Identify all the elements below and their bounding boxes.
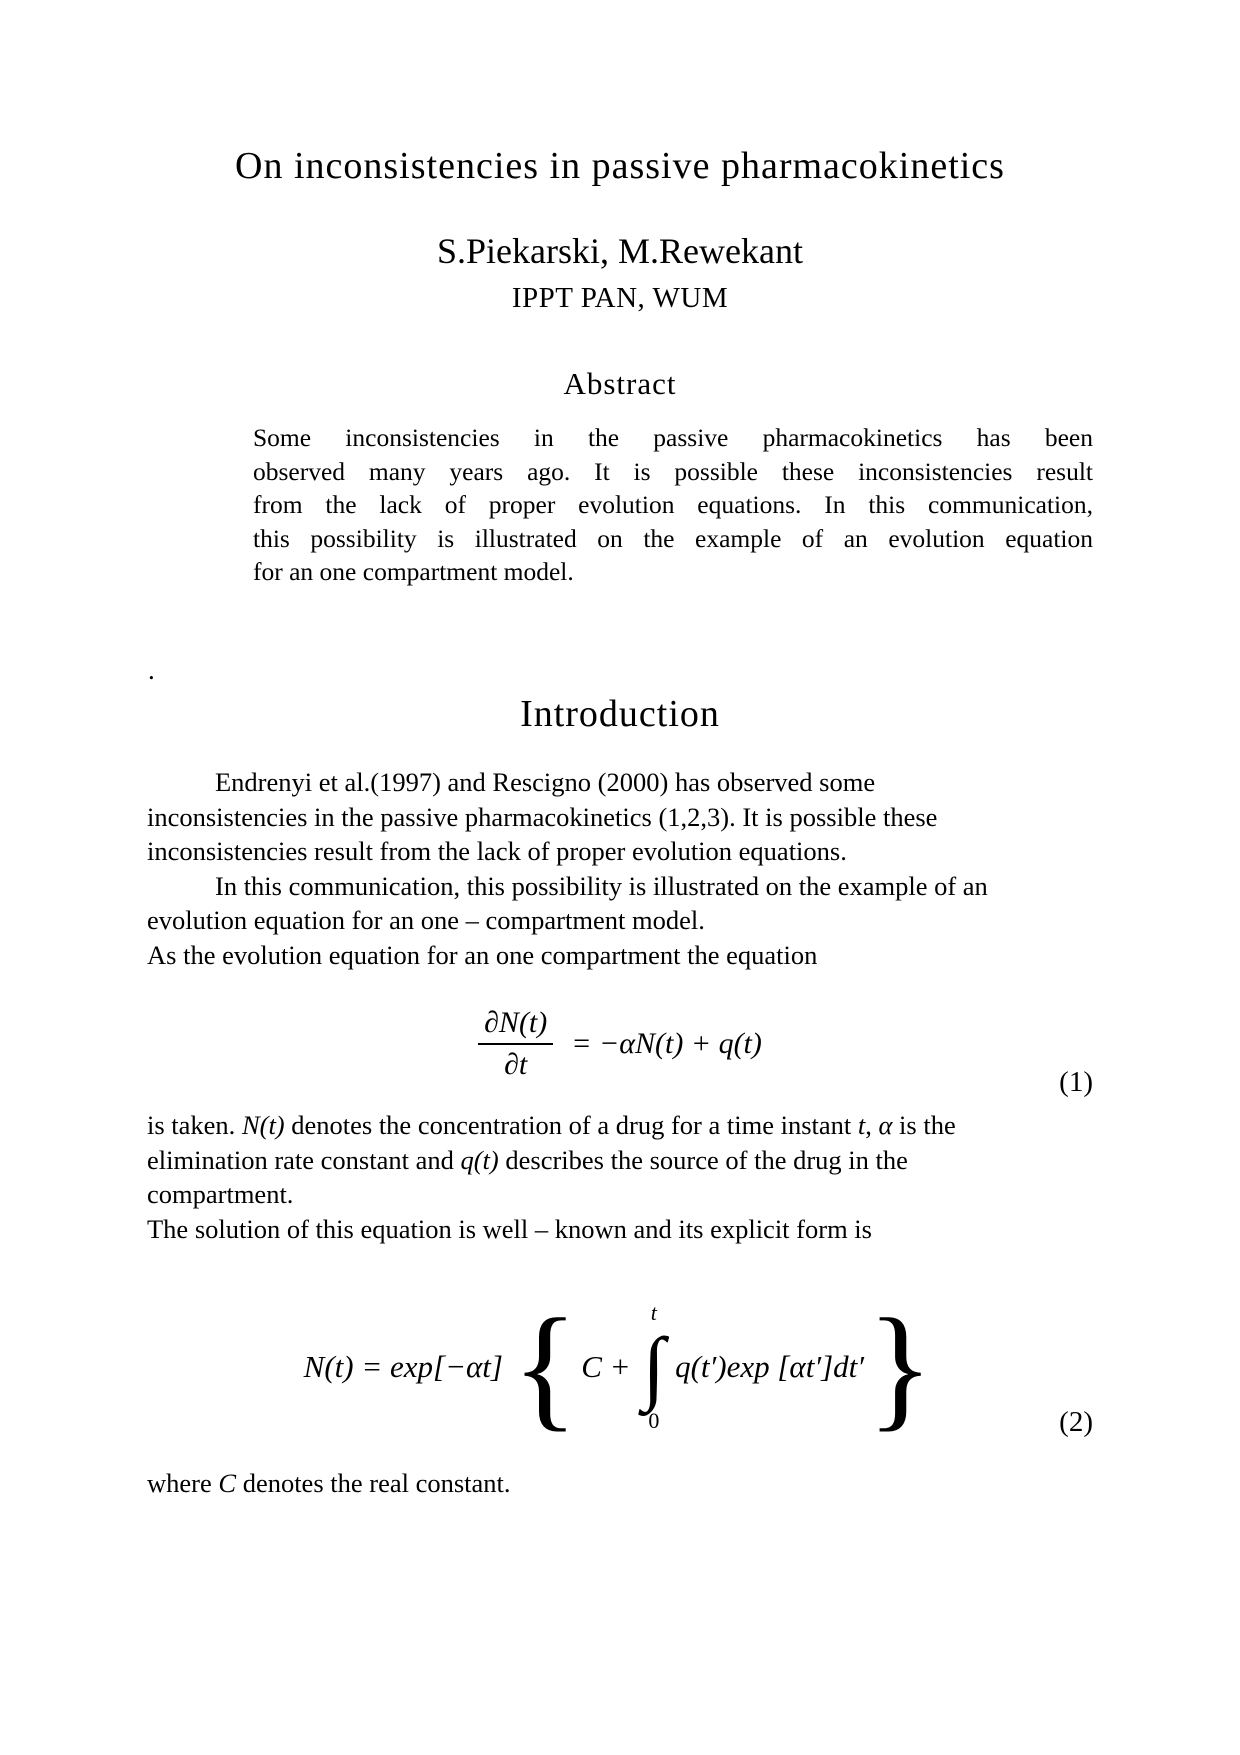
authors-line: S.Piekarski, M.Rewekant (437, 231, 803, 271)
eq2-constant-term: C + (581, 1349, 631, 1384)
text-run: inconsistencies result from the lack of proper evolution equations. (147, 836, 847, 866)
text-run: denotes the real constant. (236, 1468, 511, 1498)
text-line (253, 455, 1093, 489)
paper-title: On inconsistencies in passive pharmacokinetics (235, 145, 1005, 187)
math-symbol: N(t) (241, 1110, 285, 1140)
text-line (147, 834, 1107, 869)
eq2-integral-lower-limit: 0 (648, 1408, 660, 1433)
text-line (147, 938, 1107, 973)
equation-2-label: (2) (1059, 1406, 1093, 1438)
text-line (147, 765, 1107, 800)
text-line (253, 421, 1093, 455)
math-symbol: C (218, 1468, 237, 1498)
eq1-right-hand-side: = −αN(t) + q(t) (571, 1027, 762, 1060)
text-run: Some inconsistencies in the passive pharmacokinetics has been (253, 423, 1093, 452)
text-line (147, 800, 1107, 835)
text-line (253, 555, 1093, 589)
stray-period: . (148, 655, 155, 685)
closing-line (147, 1466, 1107, 1501)
math-symbol: t (857, 1110, 866, 1140)
text-run: from the lack of proper evolution equations. In this communication, (253, 490, 1093, 519)
abstract-body (253, 421, 1093, 589)
equation-1 (0, 996, 1240, 1092)
eq2-integral (643, 1302, 665, 1432)
text-run: evolution equation for an one – compartment model. (147, 905, 705, 935)
eq2-close-brace: } (867, 1289, 934, 1443)
text-run: denotes the concentration of a drug for a time instant (284, 1110, 858, 1140)
introduction-paragraphs (147, 765, 1107, 972)
text-run: elimination rate constant and (147, 1144, 461, 1175)
text-run: for an one compartment model. (253, 557, 574, 586)
text-run: inconsistencies in the passive pharmacokinetics (1,2,3). It is possible these (147, 801, 938, 832)
text-run: Endrenyi et al.(1997) and Rescigno (2000) has observed some (215, 767, 876, 797)
text-run: where (147, 1468, 219, 1498)
eq2-integral-upper-limit: t (650, 1300, 657, 1325)
text-run: this possibility is illustrated on the example of an evolution equation (253, 523, 1093, 553)
eq1-fraction (478, 1006, 553, 1082)
math-symbol: q(t) (460, 1144, 499, 1175)
equation-1-label: (1) (1059, 1066, 1093, 1098)
eq1-numerator: ∂N(t) (478, 1006, 553, 1045)
text-line (147, 1466, 1107, 1501)
text-run: compartment. (147, 1179, 294, 1209)
text-run: As the evolution equation for an one compartment the equation (147, 939, 818, 970)
text-line (147, 1143, 1107, 1178)
text-line (147, 1108, 1107, 1143)
text-run: observed many years ago. It is possible these inconsistencies result (253, 456, 1093, 486)
text-run: , (865, 1110, 879, 1140)
text-line (253, 488, 1093, 522)
math-symbol: α (878, 1110, 893, 1140)
eq2-integrand: q(t′)exp [αt′]dt′ (675, 1349, 865, 1384)
text-line (147, 1177, 1107, 1212)
eq2-integral-sign: ∫ (642, 1321, 666, 1412)
text-run: The solution of this equation is well – known and its explicit form is (147, 1213, 872, 1244)
equation-2 (0, 1282, 1240, 1452)
text-run: is taken. (147, 1110, 242, 1140)
text-line (253, 522, 1093, 556)
text-line (147, 1212, 1107, 1247)
eq2-left-hand-side: N(t) = exp[−αt] (303, 1349, 503, 1384)
text-run: describes the source of the drug in the (498, 1144, 908, 1175)
paragraph-after-equation-1 (147, 1108, 1107, 1246)
introduction-heading: Introduction (520, 693, 720, 735)
abstract-heading: Abstract (563, 366, 677, 401)
affiliation-line: IPPT PAN, WUM (511, 282, 729, 314)
text-line (147, 903, 1107, 938)
eq2-open-brace: { (511, 1289, 579, 1443)
eq1-denominator: ∂t (504, 1048, 528, 1081)
text-run: In this communication, this possibility is illustrated on the example of an (215, 870, 988, 901)
text-run: is the (892, 1110, 956, 1140)
text-line (147, 869, 1107, 904)
